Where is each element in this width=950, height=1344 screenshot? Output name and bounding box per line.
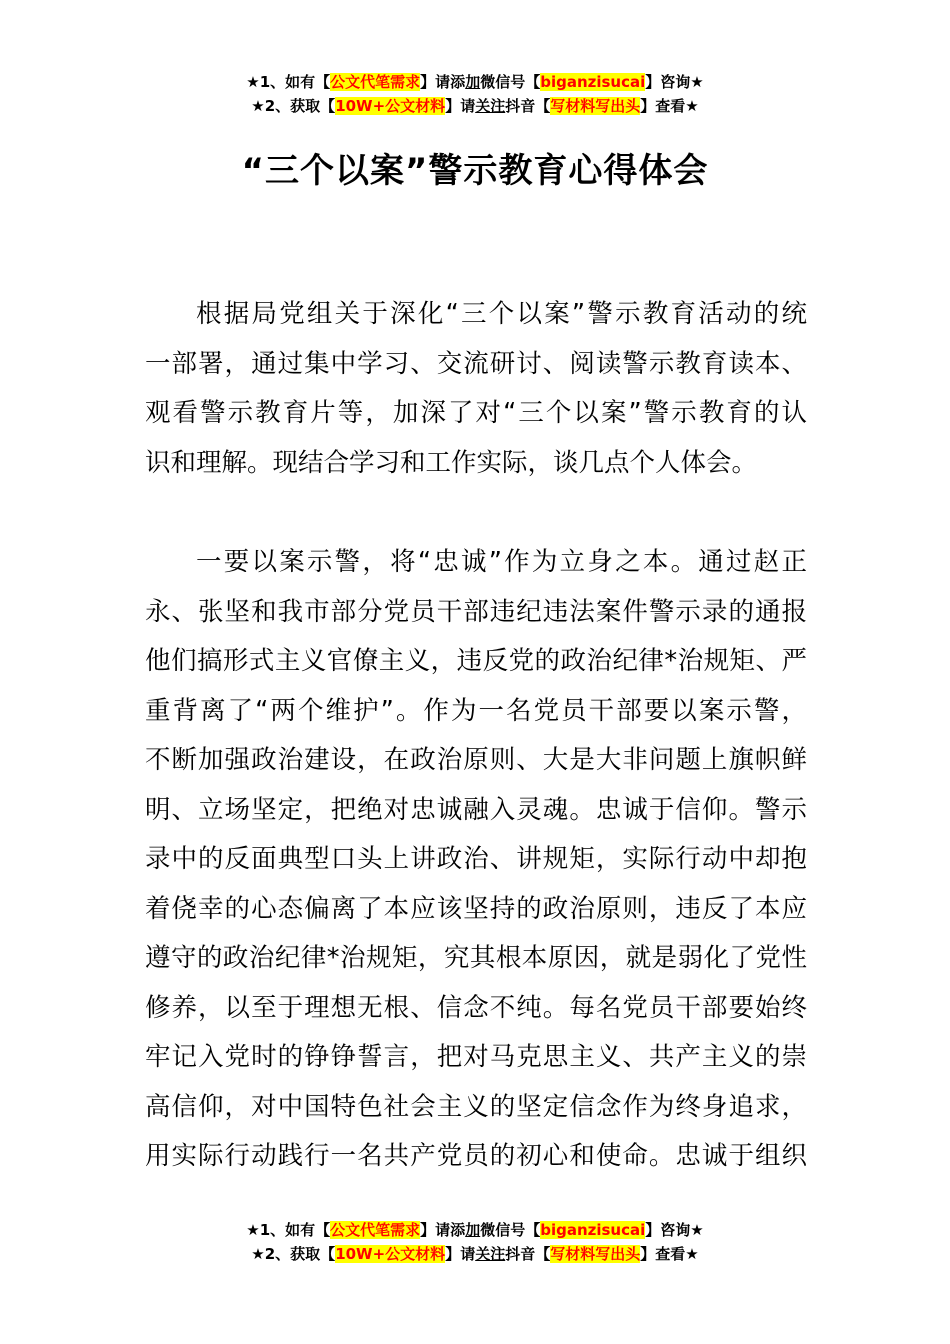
banner-line-1: ★1、如有【公文代笔需求】请添加微信号【biganzisucai】咨询★ <box>246 1221 704 1239</box>
text-line: 根据局党组关于深化“三个以案”警示教育活动的统 <box>196 299 807 329</box>
document-title: “三个以案”警示教育心得体会 <box>241 151 709 191</box>
banner-line-1: ★1、如有【公文代笔需求】请添加微信号【biganzisucai】咨询★ <box>246 73 704 91</box>
paragraph-2 <box>145 538 807 1182</box>
text-line: 修养，以至于理想无根、信念不纯。每名党员干部要始终 <box>145 992 807 1023</box>
text-line: 他们搞形式主义官僚主义，违反党的政治纪律*治规矩、严 <box>145 646 807 676</box>
text-line: 识和理解。现结合学习和工作实际，谈几点个人体会。 <box>145 447 758 478</box>
text-line: 不断加强政治建设，在政治原则、大是大非问题上旗帜鲜 <box>145 745 807 775</box>
banner-line-2: ★2、获取【10W+公文材料】请关注抖音【写材料写出头】查看★ <box>251 97 699 115</box>
header-banner <box>0 70 950 118</box>
highlight-materials: 10W+公文材料 <box>335 97 446 115</box>
text-line: 高信仰，对中国特色社会主义的坚定信念作为终身追求， <box>145 1091 807 1122</box>
text-line: 观看警示教育片等，加深了对“三个以案”警示教育的认 <box>145 398 807 428</box>
footer-banner <box>0 1218 950 1266</box>
text-line: 一要以案示警，将“忠诚”作为立身之本。通过赵正 <box>196 547 807 577</box>
highlight-materials: 10W+公文材料 <box>335 1245 446 1263</box>
text-line: 一部署，通过集中学习、交流研讨、阅读警示教育读本、 <box>145 348 807 379</box>
text-line: 牢记入党时的铮铮誓言，把对马克思主义、共产主义的崇 <box>145 1042 807 1072</box>
text-line: 着侥幸的心态偏离了本应该坚持的政治原则，违反了本应 <box>145 893 807 924</box>
text-line: 录中的反面典型口头上讲政治、讲规矩，实际行动中却抱 <box>145 844 807 874</box>
highlight-douyin: 写材料写出头 <box>550 97 641 115</box>
highlight-wechat-id: biganzisucai <box>540 1221 646 1239</box>
text-line: 用实际行动践行一名共产党员的初心和使命。忠诚于组织 <box>145 1141 807 1171</box>
highlight-service: 公文代笔需求 <box>330 73 421 91</box>
highlight-wechat-id: biganzisucai <box>540 73 646 91</box>
paragraph-1 <box>145 290 807 488</box>
text-line: 遵守的政治纪律*治规矩，究其根本原因，就是弱化了党性 <box>145 943 807 973</box>
banner-line-2: ★2、获取【10W+公文材料】请关注抖音【写材料写出头】查看★ <box>251 1245 699 1263</box>
text-line: 明、立场坚定，把绝对忠诚融入灵魂。忠诚于信仰。警示 <box>145 794 807 825</box>
highlight-douyin: 写材料写出头 <box>550 1245 641 1263</box>
text-line: 永、张坚和我市部分党员干部违纪违法案件警示录的通报 <box>145 596 807 627</box>
highlight-service: 公文代笔需求 <box>330 1221 421 1239</box>
text-line: 重背离了“两个维护”。作为一名党员干部要以案示警， <box>145 695 807 726</box>
